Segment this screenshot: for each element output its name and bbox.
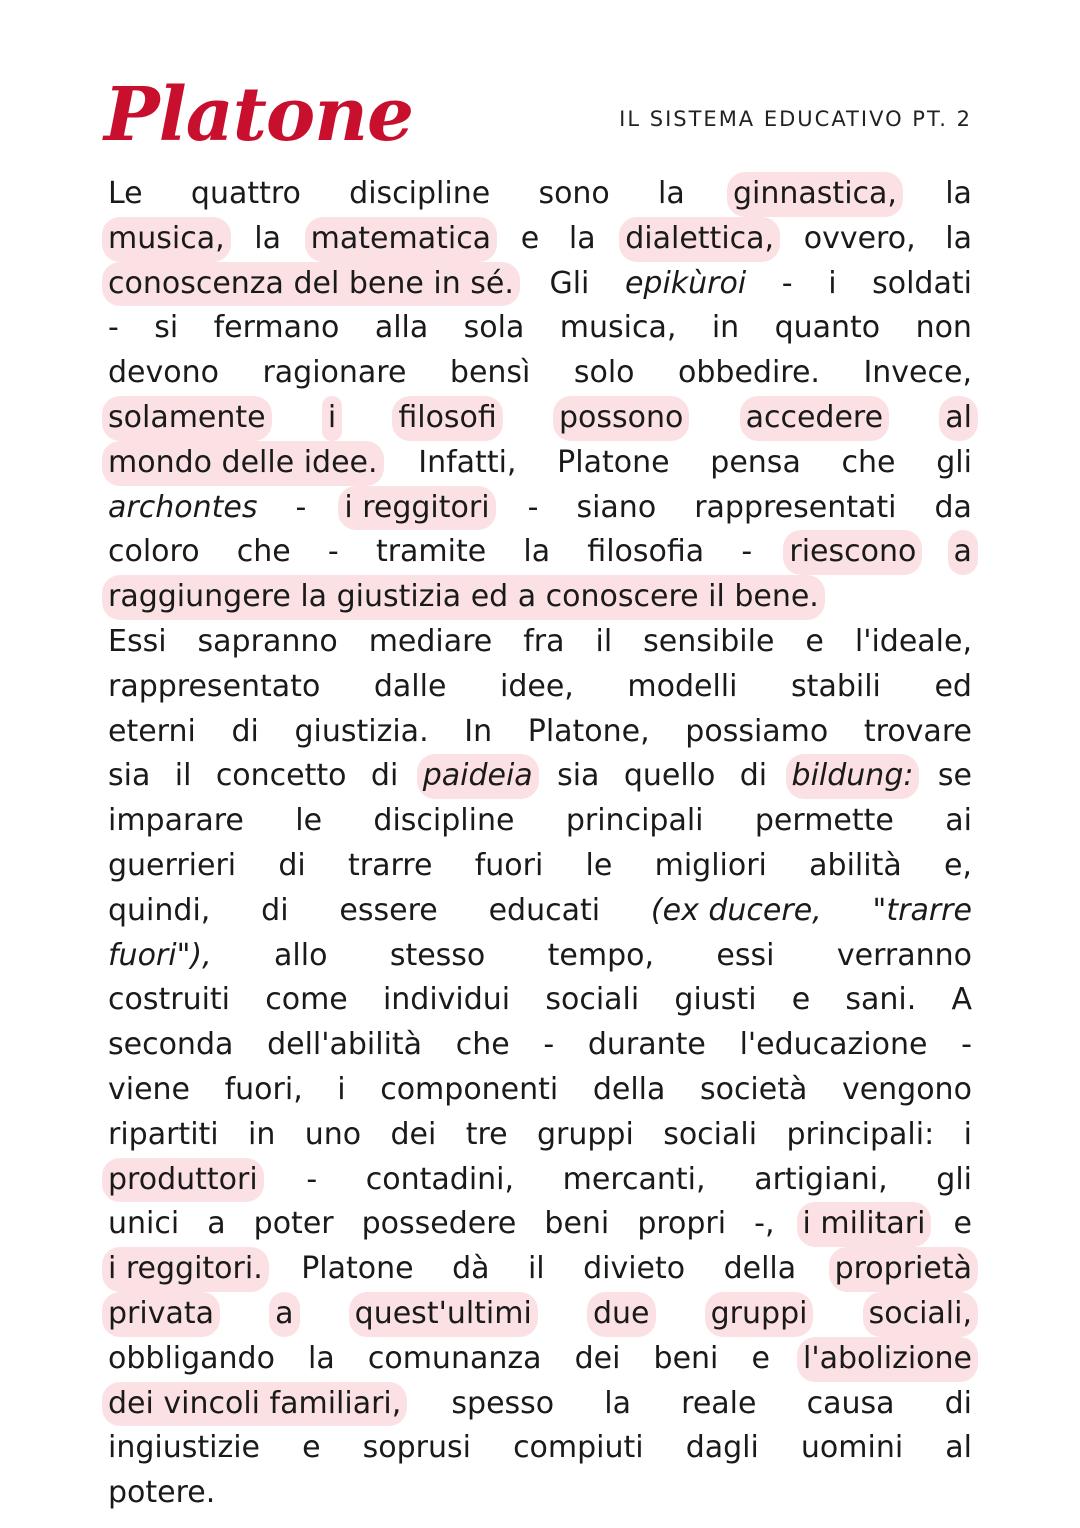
highlighted-word: proprietà — [829, 1247, 978, 1292]
word: e, — [943, 847, 972, 883]
word: della — [723, 1251, 797, 1287]
word: Essi — [108, 623, 167, 659]
word: unici — [108, 1206, 180, 1242]
word: l'educazione — [739, 1027, 928, 1063]
word: durante — [587, 1027, 706, 1063]
word: Platone, — [527, 713, 650, 749]
word: compiuti — [513, 1430, 644, 1466]
text-line — [108, 665, 972, 710]
word: in — [711, 310, 740, 346]
word: sia — [108, 758, 151, 794]
word: si — [154, 310, 179, 346]
word: Platone — [301, 1251, 414, 1287]
word: In — [464, 713, 493, 749]
word: fermano — [213, 310, 340, 346]
highlighted-word: i reggitori. — [102, 1247, 269, 1292]
word: sensibile — [643, 623, 775, 659]
word: il — [174, 758, 192, 794]
word: modelli — [627, 668, 738, 704]
word: contadini, — [365, 1161, 515, 1197]
word: la — [945, 176, 972, 211]
word: la — [568, 220, 596, 256]
word: dagli — [685, 1430, 759, 1466]
word: ingiustizie — [108, 1430, 261, 1466]
word: uno — [304, 1116, 362, 1152]
highlighted-word: accedere — [740, 396, 889, 441]
text-line — [108, 1202, 972, 1247]
word: tramite — [375, 534, 487, 570]
word: e — [805, 623, 824, 659]
word: e — [791, 982, 811, 1018]
word: essere — [339, 892, 438, 928]
word: gli — [936, 444, 972, 480]
word: costruiti — [108, 982, 231, 1018]
word: Gli — [549, 265, 590, 301]
word: filosofia — [587, 534, 705, 570]
word: di — [944, 1385, 972, 1421]
highlighted-word: a — [269, 1292, 299, 1337]
word: fuori, — [224, 1071, 303, 1107]
word: Le — [108, 176, 143, 211]
word: giustizia. — [294, 713, 429, 749]
word: la — [658, 176, 685, 211]
word: non — [915, 310, 972, 346]
word: dei — [390, 1116, 437, 1152]
word: mercanti, — [562, 1161, 706, 1197]
word: le — [585, 847, 613, 883]
word: stabili — [791, 668, 881, 704]
word: e — [751, 1340, 770, 1376]
word: "trarre — [872, 892, 972, 928]
word: possedere — [361, 1206, 517, 1242]
highlighted-word: dialettica, — [619, 217, 780, 262]
page-subtitle: IL SISTEMA EDUCATIVO PT. 2 — [619, 107, 972, 131]
word: gruppi — [537, 1116, 634, 1152]
word: Infatti, — [418, 444, 517, 480]
text-line — [108, 486, 972, 531]
word: di — [739, 758, 768, 794]
word: tre — [465, 1116, 508, 1152]
word: pensa — [710, 444, 801, 480]
word: il — [595, 623, 613, 659]
word: di — [261, 892, 289, 928]
text-line — [108, 1113, 972, 1158]
text-line — [108, 1426, 972, 1471]
text-line — [108, 1068, 972, 1113]
word: epikùroi — [624, 265, 747, 301]
word: a — [207, 1206, 226, 1242]
text-line — [108, 710, 972, 755]
word: soldati — [872, 265, 972, 301]
word: solo — [573, 355, 635, 391]
highlighted-word: musica, — [102, 217, 231, 262]
highlighted-word: produttori — [102, 1158, 264, 1203]
text-line — [108, 1292, 972, 1337]
text-line — [108, 799, 972, 844]
word: bensì — [449, 355, 531, 391]
word: la — [604, 1385, 632, 1421]
word: fuori"), — [108, 937, 212, 973]
word: concetto — [215, 758, 347, 794]
word: viene — [108, 1071, 191, 1107]
word: abilità — [809, 847, 902, 883]
word: come — [265, 982, 348, 1018]
word: devono — [108, 355, 219, 391]
word: in — [248, 1116, 276, 1152]
word: giusti — [674, 982, 757, 1018]
text-line — [108, 262, 972, 307]
word: e — [953, 1206, 972, 1242]
word: mediare — [368, 623, 493, 659]
word: che — [841, 444, 896, 480]
word: il — [527, 1251, 545, 1287]
word: tempo, — [547, 937, 655, 973]
word: individui — [382, 982, 511, 1018]
word: sapranno — [197, 623, 338, 659]
text-line — [108, 754, 972, 799]
highlighted-word: gruppi — [705, 1292, 814, 1337]
highlighted-word: conoscenza del bene in sé. — [102, 262, 520, 307]
word: vengono — [841, 1071, 972, 1107]
word: quello — [623, 758, 716, 794]
word: spesso — [451, 1385, 555, 1421]
word: - — [527, 489, 539, 525]
word: musica, — [559, 310, 677, 346]
text-line — [108, 889, 972, 934]
text-line — [108, 978, 972, 1023]
highlighted-word: al — [939, 396, 978, 441]
word: artigiani, — [754, 1161, 888, 1197]
word: la — [945, 220, 972, 256]
highlighted-word: paideia — [417, 754, 539, 799]
word: stesso — [389, 937, 486, 973]
word: quattro — [190, 176, 301, 211]
word: fuori — [474, 847, 544, 883]
text-line — [108, 1247, 972, 1292]
word: - — [295, 489, 307, 525]
word: i — [828, 265, 837, 301]
word: quanto — [774, 310, 881, 346]
word: A — [951, 982, 972, 1018]
word: reale — [681, 1385, 757, 1421]
highlighted-word: due — [587, 1292, 656, 1337]
word: guerrieri — [108, 847, 237, 883]
page-title: Platone — [104, 72, 414, 158]
highlighted-word: raggiungere la giustizia ed a conoscere il bene. — [102, 575, 825, 620]
word: idee, — [500, 668, 574, 704]
highlighted-word: filosofi — [392, 396, 502, 441]
word: ed — [934, 668, 972, 704]
word: principali: — [786, 1116, 935, 1152]
highlighted-word: i militari — [797, 1202, 932, 1247]
word: società — [699, 1071, 808, 1107]
text-line — [108, 1471, 972, 1516]
body-text — [108, 172, 972, 1516]
word: - — [306, 1161, 318, 1197]
text-line — [108, 441, 972, 486]
word: i — [963, 1116, 972, 1152]
word: sani. — [845, 982, 917, 1018]
word: - — [108, 310, 119, 346]
highlighted-word: l'abolizione — [797, 1337, 978, 1382]
text-line — [108, 934, 972, 979]
word: di — [278, 847, 306, 883]
word: la — [254, 220, 281, 256]
word: Invece, — [863, 355, 972, 391]
word: da — [934, 489, 972, 525]
word: sono — [538, 176, 610, 211]
word: sociali — [663, 1116, 758, 1152]
word: dalle — [373, 668, 447, 704]
word: ai — [945, 803, 972, 839]
word: comunanza — [367, 1340, 542, 1376]
word: - — [327, 534, 339, 570]
word: discipline — [373, 803, 515, 839]
word: beni — [653, 1340, 719, 1376]
highlighted-word: ginnastica, — [727, 172, 903, 217]
word: beni — [544, 1206, 610, 1242]
word: l'ideale, — [854, 623, 972, 659]
word: obbedire. — [678, 355, 820, 391]
word: - — [961, 1027, 972, 1063]
highlighted-word: dei vincoli familiari, — [102, 1382, 407, 1427]
highlighted-word: riescono — [783, 530, 922, 575]
word: trovare — [863, 713, 972, 749]
word: poter — [253, 1206, 334, 1242]
word: eterni — [108, 713, 196, 749]
word: imparare — [108, 803, 244, 839]
text-line — [108, 217, 972, 262]
word: della — [592, 1071, 666, 1107]
word: le — [295, 803, 323, 839]
text-line — [108, 351, 972, 396]
text-line — [108, 620, 972, 665]
highlighted-word: solamente — [102, 396, 272, 441]
word: - — [543, 1027, 555, 1063]
word: propri — [637, 1206, 727, 1242]
word: archontes — [108, 489, 258, 525]
word: rappresentato — [108, 668, 321, 704]
text-line — [108, 1158, 972, 1203]
word: ripartiti — [108, 1116, 219, 1152]
text-line — [108, 172, 972, 217]
word: dell'abilità — [267, 1027, 423, 1063]
word: - — [781, 265, 793, 301]
word: rappresentati — [694, 489, 897, 525]
word: e — [520, 220, 540, 256]
highlighted-word: sociali, — [863, 1292, 978, 1337]
word: e — [302, 1430, 321, 1466]
word: i — [337, 1071, 346, 1107]
text-line — [108, 396, 972, 441]
highlighted-word: matematica — [305, 217, 497, 262]
word: essi — [716, 937, 775, 973]
word: ovvero, — [803, 220, 916, 256]
word: uomini — [800, 1430, 904, 1466]
word: -, — [754, 1206, 775, 1242]
word: al — [945, 1430, 972, 1466]
word: seconda — [108, 1027, 234, 1063]
word: divieto — [583, 1251, 686, 1287]
word: dei — [574, 1340, 621, 1376]
highlighted-word: privata — [102, 1292, 220, 1337]
word: siano — [576, 489, 657, 525]
word: alla — [374, 310, 429, 346]
highlighted-word: i reggitori — [338, 486, 495, 531]
word: permette — [754, 803, 894, 839]
word: dà — [452, 1251, 490, 1287]
word: se — [937, 758, 972, 794]
word: soprusi — [362, 1430, 471, 1466]
text-line — [108, 575, 972, 620]
word: componenti — [380, 1071, 559, 1107]
word: principali — [565, 803, 704, 839]
word: trarre — [348, 847, 433, 883]
word: Platone — [557, 444, 670, 480]
word: di — [231, 713, 259, 749]
text-line — [108, 306, 972, 351]
word: che — [236, 534, 291, 570]
text-line — [108, 1337, 972, 1382]
word: - — [741, 534, 753, 570]
word: migliori — [654, 847, 767, 883]
text-line — [108, 530, 972, 575]
highlighted-word: possono — [553, 396, 689, 441]
word: allo — [274, 937, 328, 973]
text-line — [108, 1382, 972, 1427]
word: coloro — [108, 534, 200, 570]
word: sia — [557, 758, 600, 794]
word: (ex ducere, — [650, 892, 822, 928]
word: verranno — [836, 937, 972, 973]
word: educati — [488, 892, 601, 928]
text-line — [108, 844, 972, 889]
highlighted-word: mondo delle idee. — [102, 441, 384, 486]
word: che — [455, 1027, 510, 1063]
word: potere. — [108, 1475, 216, 1511]
word: obbligando — [108, 1340, 275, 1376]
word: la — [523, 534, 551, 570]
word: possiamo — [685, 713, 829, 749]
word: di — [370, 758, 399, 794]
word: sociali — [545, 982, 640, 1018]
text-line — [108, 1023, 972, 1068]
word: ragionare — [262, 355, 407, 391]
word: gli — [936, 1161, 972, 1197]
word: quindi, — [108, 892, 211, 928]
word: causa — [806, 1385, 895, 1421]
highlighted-word: i — [322, 396, 342, 441]
highlighted-word: a — [948, 530, 978, 575]
highlighted-word: bildung: — [786, 754, 920, 799]
highlighted-word: quest'ultimi — [349, 1292, 538, 1337]
word: la — [308, 1340, 335, 1376]
word: discipline — [349, 176, 491, 211]
word: sola — [463, 310, 525, 346]
word: fra — [523, 623, 565, 659]
